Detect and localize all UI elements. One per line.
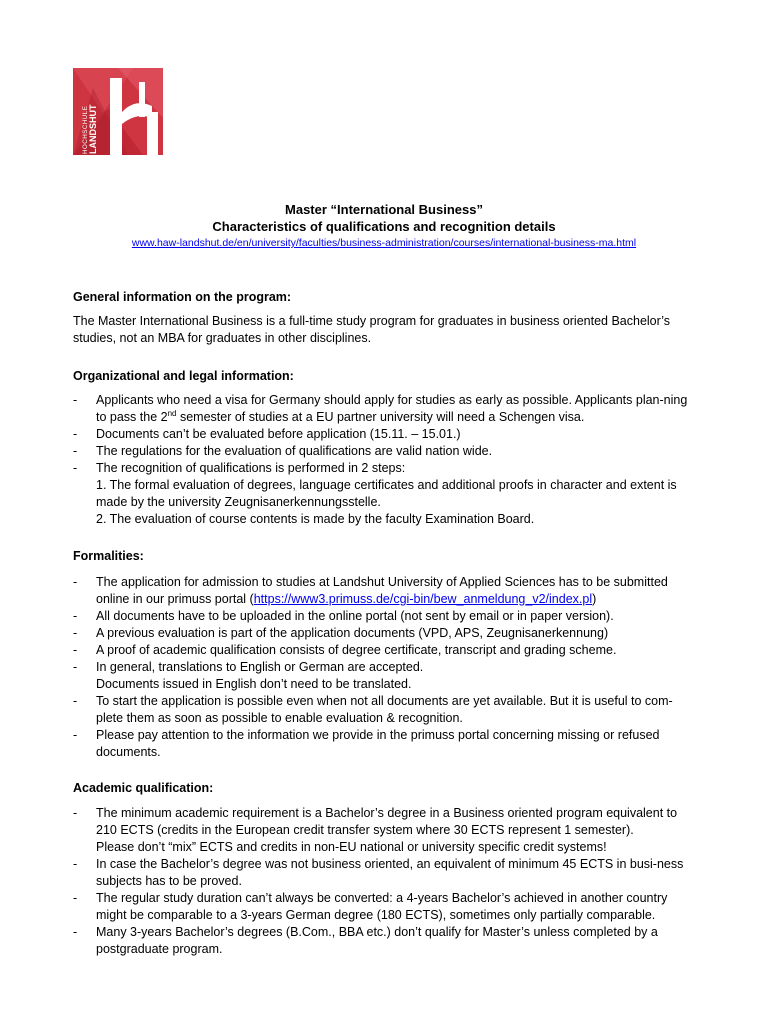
visa-text-post: semester of studies at a EU partner university will need a Schengen visa. xyxy=(176,410,585,424)
general-heading: General information on the program: xyxy=(73,290,292,304)
step-2: 2. The evaluation of course contents is made by the faculty Examination Board. xyxy=(96,512,535,526)
steps-intro: - The recognition of qualifications is performed in 2 steps: xyxy=(96,461,406,475)
visa-superscript: nd xyxy=(167,408,177,418)
list-item: - The regular study duration can’t always be converted: a 4-years Bachelor’s achieved in another country might be comparable to a 3-years German degree (180 ECTS), sometimes only partially comparable. xyxy=(73,890,695,924)
list-item: - The regulations for the evaluation of qualifications are valid nation wide. xyxy=(73,443,695,460)
requirement-text: The minimum academic requirement is a Bachelor’s degree in a Business oriented program equivalent to 210 ECTS (credits in the European credit transfer system where 30 ECTS represent 1 semester). xyxy=(96,806,678,837)
list-item xyxy=(73,460,695,528)
list-item xyxy=(73,659,695,693)
application-text-post: ) xyxy=(592,592,597,606)
organizational-heading: Organizational and legal information: xyxy=(73,369,294,383)
list-item: - Many 3-years Bachelor’s degrees (B.Com., BBA etc.) don’t qualify for Master’s unless completed by a postgraduate program. xyxy=(73,924,695,958)
list-item: - Please pay attention to the information we provide in the primuss portal concerning missing or refused documents. xyxy=(73,727,695,761)
translations-line-1: - In general, translations to English or German are accepted. xyxy=(96,660,424,674)
list-item xyxy=(73,805,695,856)
list-item: - To start the application is possible even when not all documents are yet available. But it is useful to com-plete them as soon as possible to enable evaluation & recognition. xyxy=(73,693,695,727)
organizational-list xyxy=(73,392,695,528)
logo-line-2: LANDSHUT xyxy=(88,104,99,154)
visa-text-pre: Applicants who need a visa for Germany should apply for studies as early as possible. Applicants plan-ning to pass the 2 xyxy=(96,393,688,424)
application-text-pre: The application for admission to studies at Landshut University of Applied Sciences has to be submitted online in our primuss portal ( xyxy=(96,575,668,606)
translations-line-2: Documents issued in English don’t need to be translated. xyxy=(96,677,412,691)
program-url-link[interactable]: www.haw-landshut.de/en/university/faculties/business-administration/courses/international-business-ma.html xyxy=(131,237,637,249)
university-logo xyxy=(73,68,163,155)
logo-line-1: HOCHSCHULE xyxy=(82,105,89,154)
formalities-list xyxy=(73,574,695,761)
program-url-line xyxy=(0,237,768,249)
primuss-portal-link[interactable]: https://www3.primuss.de/cgi-bin/bew_anmeldung_v2/index.pl xyxy=(253,592,593,606)
step-1: 1. The formal evaluation of degrees, language certificates and additional proofs in character and extent is made by the university Zeugnisanerkennungsstelle. xyxy=(96,478,677,509)
formalities-heading: Formalities: xyxy=(73,549,144,563)
general-text: The Master International Business is a full-time study program for graduates in business oriented Bachelor’s studies, not an MBA for graduates in other disciplines. xyxy=(73,314,671,345)
list-item: - In case the Bachelor’s degree was not business oriented, an equivalent of minimum 45 ECTS in busi-ness subjects has to be proved. xyxy=(73,856,695,890)
list-item: - A proof of academic qualification consists of degree certificate, transcript and grading scheme. xyxy=(73,642,695,659)
list-item xyxy=(73,392,695,426)
document-title: Master “International Business” xyxy=(285,202,483,217)
academic-list xyxy=(73,805,695,958)
requirement-note: Please don’t “mix” ECTS and credits in non-EU national or university specific credit systems! xyxy=(96,840,607,854)
list-item: - Documents can’t be evaluated before application (15.11. – 15.01.) xyxy=(73,426,695,443)
list-item: - All documents have to be uploaded in the online portal (not sent by email or in paper version). xyxy=(73,608,695,625)
academic-heading: Academic qualification: xyxy=(73,781,214,795)
list-item: - A previous evaluation is part of the application documents (VPD, APS, Zeugnisanerkennung) xyxy=(73,625,695,642)
list-item xyxy=(73,574,695,608)
document-subtitle: Characteristics of qualifications and recognition details xyxy=(212,219,556,234)
